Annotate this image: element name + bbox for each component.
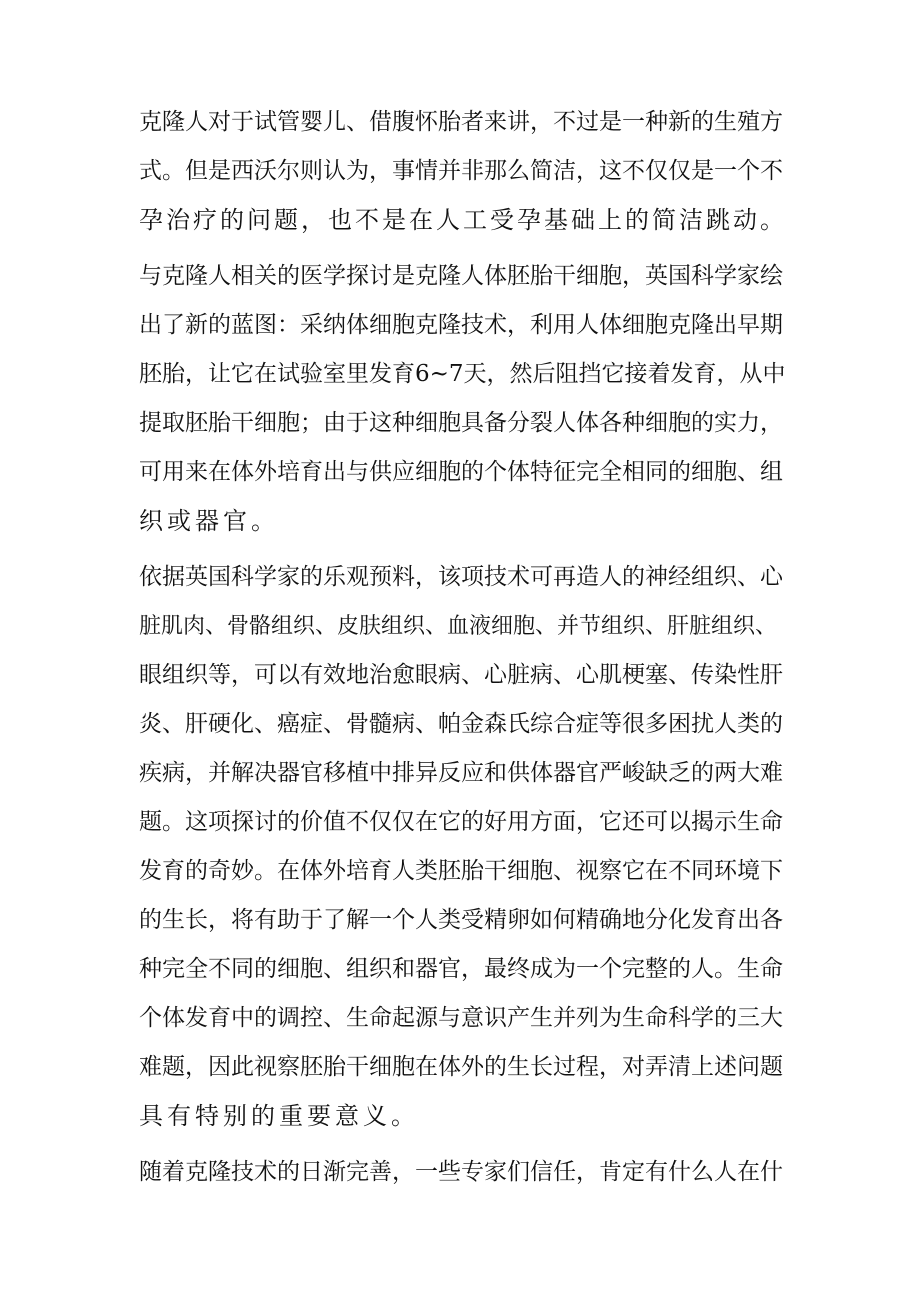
text-line: 脏肌肉、骨骼组织、皮肤组织、血液细胞、并节组织、肝脏组织、 xyxy=(139,614,778,639)
text-line: 眼组织等，可以有效地治愈眼病、心脏病、心肌梗塞、传染性肝 xyxy=(139,662,783,688)
text-line: 题。这项探讨的价值不仅仅在它的好用方面，它还可以揭示生命 xyxy=(139,809,783,835)
text-line: 提取胚胎干细胞；由于这种细胞具备分裂人体各种细胞的实力， xyxy=(139,410,783,436)
text-line: 依据英国科学家的乐观预料，该项技术可再造人的神经组织、心 xyxy=(139,564,783,590)
text-line: 的生长，将有助于了解一个人类受精卵如何精确地分化发育出各 xyxy=(139,907,783,933)
text-line: 与克隆人相关的医学探讨是克隆人体胚胎干细胞，英国科学家绘 xyxy=(139,263,783,289)
text-line: 出了新的蓝图：采纳体细胞克隆技术，利用人体细胞克隆出早期 xyxy=(139,312,783,338)
text-line: 种完全不同的细胞、组织和器官，最终成为一个完整的人。生命 xyxy=(139,956,783,982)
text-line: 胚胎，让它在试验室里发育6~7天，然后阻挡它接着发育，从中 xyxy=(139,361,786,387)
paragraph-1 xyxy=(139,98,789,245)
paragraph-4 xyxy=(139,1148,789,1197)
document-body xyxy=(139,98,789,1204)
text-line: 发育的奇妙。在体外培育人类胚胎干细胞、视察它在不同环境下 xyxy=(139,858,783,884)
paragraph-2 xyxy=(139,252,789,546)
text-line: 个体发育中的调控、生命起源与意识产生并列为生命科学的三大 xyxy=(139,1005,783,1031)
text-line: 具有特别的重要意义。 xyxy=(139,1102,419,1130)
text-line: 孕治疗的问题，也不是在人工受孕基础上的简洁跳动。 xyxy=(139,206,787,234)
text-line: 难题，因此视察胚胎干细胞在体外的生长过程，对弄清上述问题 xyxy=(139,1054,783,1080)
text-line: 疾病，并解决器官移植中排异反应和供体器官严峻缺乏的两大难 xyxy=(139,760,783,786)
text-line: 随着克隆技术的日渐完善，一些专家们信任，肯定有什么人在什 xyxy=(139,1159,783,1185)
text-line: 可用来在体外培育出与供应细胞的个体特征完全相同的细胞、组 xyxy=(139,459,783,485)
text-line: 式。但是西沃尔则认为，事情并非那么简洁，这不仅仅是一个不 xyxy=(139,158,783,184)
paragraph-3 xyxy=(139,553,789,1141)
text-line: 炎、肝硬化、癌症、骨髓病、帕金森氏综合症等很多困扰人类的 xyxy=(139,711,783,737)
text-line: 克隆人对于试管婴儿、借腹怀胎者来讲，不过是一种新的生殖方 xyxy=(139,109,783,135)
text-line: 织或器官。 xyxy=(139,507,279,535)
